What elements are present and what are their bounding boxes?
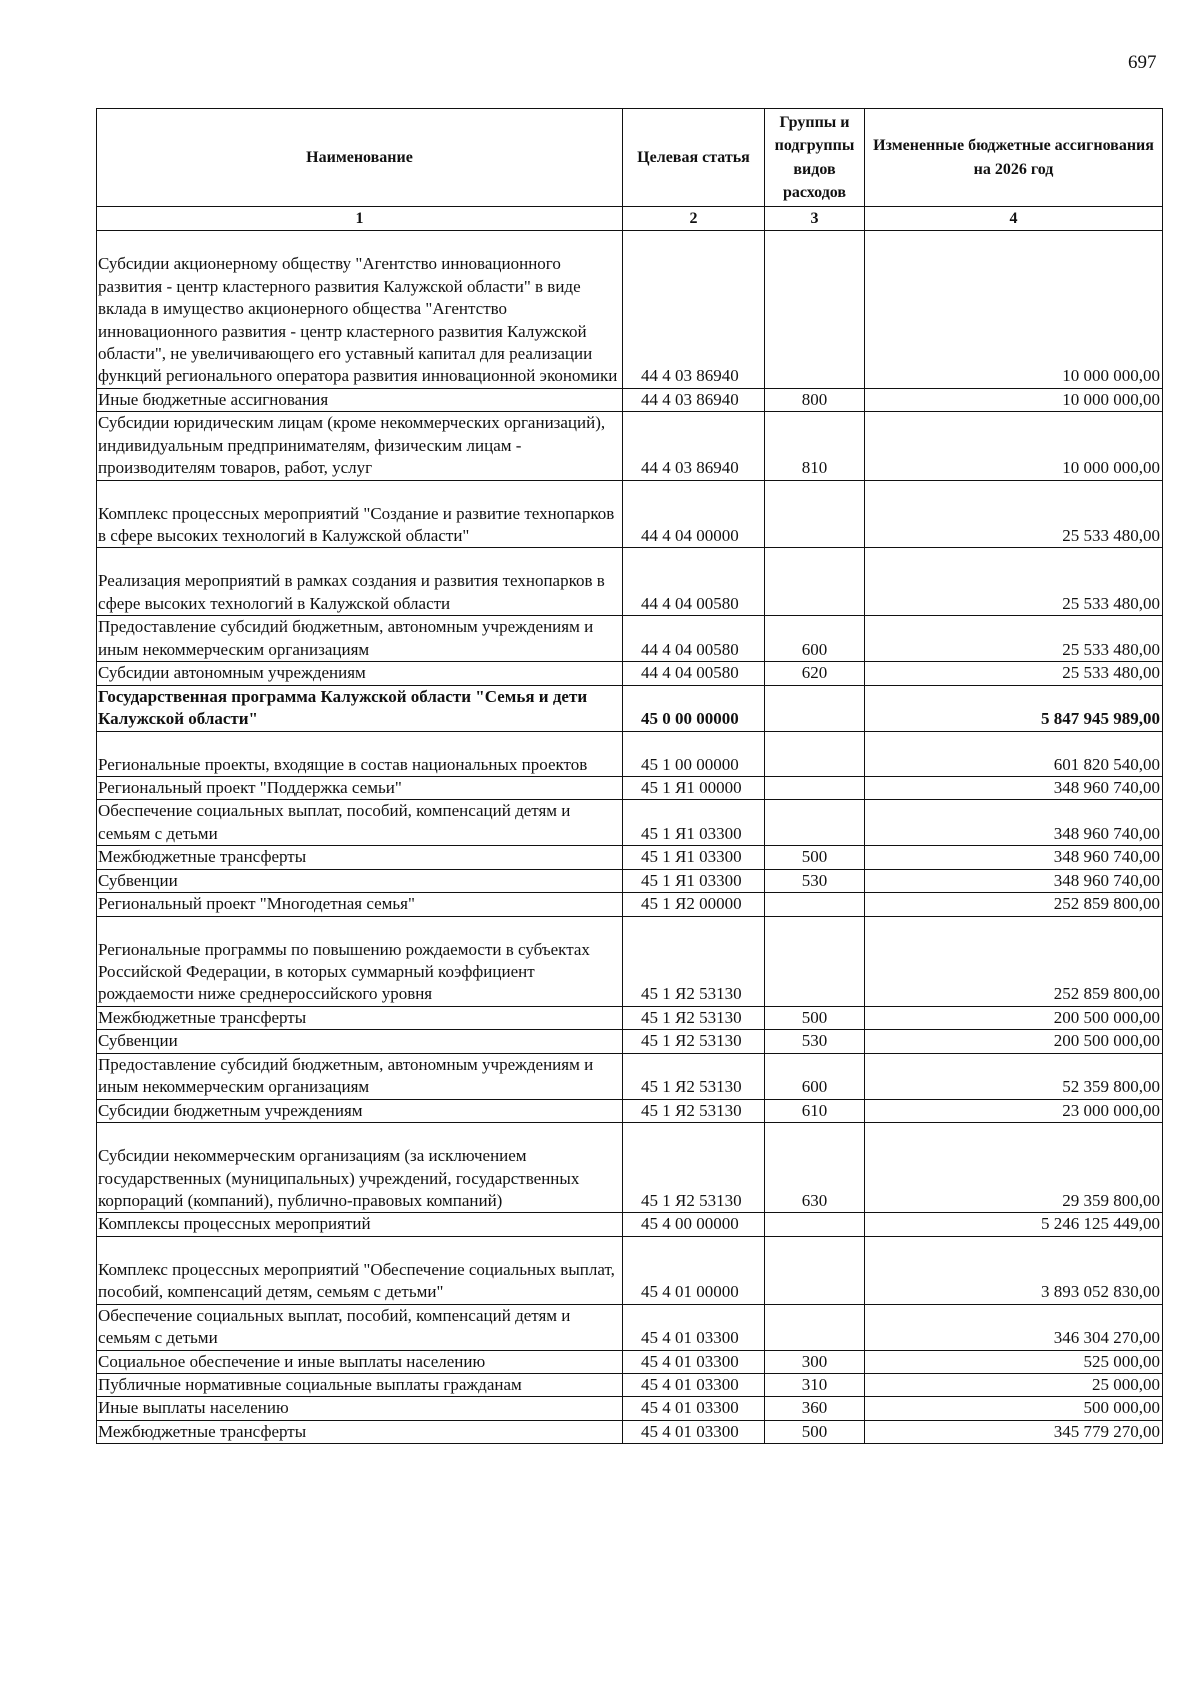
row-name-cell: Региональные проекты, входящие в состав национальных проектов <box>97 731 623 776</box>
row-expense-group-cell: 600 <box>765 1053 865 1099</box>
table-row <box>97 1397 1163 1420</box>
row-name-cell: Предоставление субсидий бюджетным, автономным учреждениям и иным некоммерческим организациям <box>97 1053 623 1099</box>
row-target-article-cell: 45 1 Я1 03300 <box>623 800 765 846</box>
row-name-cell: Реализация мероприятий в рамках создания и развития технопарков в сфере высоких технологий в Калужской области <box>97 548 623 616</box>
table-body <box>97 231 1163 1444</box>
table-row <box>97 685 1163 731</box>
row-expense-group-cell: 500 <box>765 1420 865 1443</box>
table-row <box>97 1213 1163 1236</box>
row-expense-group-cell: 630 <box>765 1123 865 1213</box>
table-row <box>97 869 1163 892</box>
table-row <box>97 548 1163 616</box>
row-target-article-cell: 45 4 00 00000 <box>623 1213 765 1236</box>
table-row <box>97 388 1163 411</box>
table-row <box>97 480 1163 548</box>
row-amount-cell: 345 779 270,00 <box>865 1420 1163 1443</box>
row-name-cell: Комплекс процессных мероприятий "Создание и развитие технопарков в сфере высоких технологий в Калужской области" <box>97 480 623 548</box>
row-target-article-cell: 44 4 04 00580 <box>623 548 765 616</box>
row-amount-cell: 23 000 000,00 <box>865 1099 1163 1122</box>
row-target-article-cell: 45 1 Я1 03300 <box>623 846 765 869</box>
row-amount-cell: 200 500 000,00 <box>865 1030 1163 1053</box>
row-target-article-cell: 45 4 01 03300 <box>623 1397 765 1420</box>
row-target-article-cell: 45 1 Я2 53130 <box>623 1030 765 1053</box>
row-name-cell: Субвенции <box>97 1030 623 1053</box>
row-expense-group-cell <box>765 800 865 846</box>
row-name-cell: Предоставление субсидий бюджетным, автономным учреждениям и иным некоммерческим организациям <box>97 616 623 662</box>
row-expense-group-cell <box>765 685 865 731</box>
row-expense-group-cell: 300 <box>765 1350 865 1373</box>
row-name-cell: Субсидии некоммерческим организациям (за исключением государственных (муниципальных) учреждений, государственных корпораций (компаний), публично-правовых компаний) <box>97 1123 623 1213</box>
table-row <box>97 1030 1163 1053</box>
row-name-cell: Иные выплаты населению <box>97 1397 623 1420</box>
row-target-article-cell: 45 4 01 03300 <box>623 1304 765 1350</box>
table-row <box>97 1006 1163 1029</box>
row-expense-group-cell: 530 <box>765 869 865 892</box>
table-row <box>97 731 1163 776</box>
table-row <box>97 1236 1163 1304</box>
table-row <box>97 1123 1163 1213</box>
row-amount-cell: 5 246 125 449,00 <box>865 1213 1163 1236</box>
row-expense-group-cell: 530 <box>765 1030 865 1053</box>
row-amount-cell: 348 960 740,00 <box>865 800 1163 846</box>
row-name-cell: Иные бюджетные ассигнования <box>97 388 623 411</box>
table-row <box>97 412 1163 480</box>
row-expense-group-cell <box>765 231 865 389</box>
row-target-article-cell: 45 0 00 00000 <box>623 685 765 731</box>
column-number: 4 <box>865 207 1163 231</box>
row-target-article-cell: 45 1 Я2 53130 <box>623 916 765 1006</box>
row-expense-group-cell: 810 <box>765 412 865 480</box>
row-expense-group-cell <box>765 1236 865 1304</box>
row-expense-group-cell <box>765 1213 865 1236</box>
row-amount-cell: 10 000 000,00 <box>865 412 1163 480</box>
table-row <box>97 776 1163 799</box>
row-amount-cell: 25 533 480,00 <box>865 662 1163 685</box>
row-amount-cell: 500 000,00 <box>865 1397 1163 1420</box>
row-target-article-cell: 45 1 Я1 00000 <box>623 776 765 799</box>
row-amount-cell: 346 304 270,00 <box>865 1304 1163 1350</box>
row-expense-group-cell: 500 <box>765 846 865 869</box>
row-expense-group-cell: 620 <box>765 662 865 685</box>
row-target-article-cell: 45 1 Я2 53130 <box>623 1006 765 1029</box>
table-row <box>97 846 1163 869</box>
column-number-row <box>97 207 1163 231</box>
table-row <box>97 662 1163 685</box>
table-row <box>97 800 1163 846</box>
row-name-cell: Обеспечение социальных выплат, пособий, компенсаций детям и семьям с детьми <box>97 1304 623 1350</box>
row-expense-group-cell: 500 <box>765 1006 865 1029</box>
row-target-article-cell: 44 4 04 00580 <box>623 616 765 662</box>
table-row <box>97 1053 1163 1099</box>
row-target-article-cell: 45 4 01 03300 <box>623 1350 765 1373</box>
table-header-row <box>97 109 1163 207</box>
row-amount-cell: 348 960 740,00 <box>865 846 1163 869</box>
header-target-article: Целевая статья <box>623 109 765 207</box>
row-expense-group-cell: 360 <box>765 1397 865 1420</box>
row-name-cell: Социальное обеспечение и иные выплаты населению <box>97 1350 623 1373</box>
row-amount-cell: 348 960 740,00 <box>865 776 1163 799</box>
table-row <box>97 916 1163 1006</box>
row-expense-group-cell: 310 <box>765 1374 865 1397</box>
row-target-article-cell: 45 1 Я1 03300 <box>623 869 765 892</box>
header-name: Наименование <box>97 109 623 207</box>
page-number: 697 <box>1128 52 1157 73</box>
row-name-cell: Субвенции <box>97 869 623 892</box>
row-expense-group-cell: 610 <box>765 1099 865 1122</box>
row-amount-cell: 25 533 480,00 <box>865 616 1163 662</box>
row-target-article-cell: 45 4 01 00000 <box>623 1236 765 1304</box>
row-amount-cell: 52 359 800,00 <box>865 1053 1163 1099</box>
table-row <box>97 1099 1163 1122</box>
row-amount-cell: 10 000 000,00 <box>865 231 1163 389</box>
table-row <box>97 616 1163 662</box>
row-name-cell: Межбюджетные трансферты <box>97 846 623 869</box>
row-amount-cell: 525 000,00 <box>865 1350 1163 1373</box>
row-amount-cell: 200 500 000,00 <box>865 1006 1163 1029</box>
row-name-cell: Межбюджетные трансферты <box>97 1420 623 1443</box>
table-row <box>97 231 1163 389</box>
row-amount-cell: 25 533 480,00 <box>865 548 1163 616</box>
table-row <box>97 893 1163 916</box>
row-name-cell: Субсидии юридическим лицам (кроме некоммерческих организаций), индивидуальным предпринимателям, физическим лицам - производителям товаров, работ, услуг <box>97 412 623 480</box>
row-target-article-cell: 44 4 03 86940 <box>623 412 765 480</box>
row-target-article-cell: 45 4 01 03300 <box>623 1374 765 1397</box>
row-amount-cell: 5 847 945 989,00 <box>865 685 1163 731</box>
row-expense-group-cell <box>765 893 865 916</box>
row-name-cell: Комплекс процессных мероприятий "Обеспечение социальных выплат, пособий, компенсаций детям, семьям с детьми" <box>97 1236 623 1304</box>
row-expense-group-cell <box>765 480 865 548</box>
row-name-cell: Субсидии бюджетным учреждениям <box>97 1099 623 1122</box>
row-amount-cell: 10 000 000,00 <box>865 388 1163 411</box>
row-amount-cell: 601 820 540,00 <box>865 731 1163 776</box>
row-expense-group-cell: 600 <box>765 616 865 662</box>
row-target-article-cell: 45 1 Я2 53130 <box>623 1053 765 1099</box>
row-expense-group-cell <box>765 776 865 799</box>
row-target-article-cell: 45 1 00 00000 <box>623 731 765 776</box>
row-expense-group-cell: 800 <box>765 388 865 411</box>
row-target-article-cell: 44 4 04 00000 <box>623 480 765 548</box>
row-name-cell: Региональный проект "Поддержка семьи" <box>97 776 623 799</box>
row-target-article-cell: 45 1 Я2 53130 <box>623 1099 765 1122</box>
row-name-cell: Обеспечение социальных выплат, пособий, компенсаций детям и семьям с детьми <box>97 800 623 846</box>
column-number: 1 <box>97 207 623 231</box>
column-number: 3 <box>765 207 865 231</box>
row-expense-group-cell <box>765 916 865 1006</box>
table-row <box>97 1374 1163 1397</box>
row-name-cell: Субсидии акционерному обществу "Агентство инновационного развития - центр кластерного развития Калужской области" в виде вклада в имущество акционерного общества "Агентство инновационного развития - центр кластерного развития Калужской области", не увеличивающего его уставный капитал для реализации функций регионального оператора развития инновационной экономики <box>97 231 623 389</box>
row-amount-cell: 25 533 480,00 <box>865 480 1163 548</box>
row-name-cell: Региональные программы по повышению рождаемости в субъектах Российской Федерации, в которых суммарный коэффициент рождаемости ниже среднероссийского уровня <box>97 916 623 1006</box>
row-expense-group-cell <box>765 1304 865 1350</box>
row-target-article-cell: 45 1 Я2 53130 <box>623 1123 765 1213</box>
row-target-article-cell: 44 4 04 00580 <box>623 662 765 685</box>
row-amount-cell: 29 359 800,00 <box>865 1123 1163 1213</box>
row-amount-cell: 252 859 800,00 <box>865 893 1163 916</box>
row-amount-cell: 25 000,00 <box>865 1374 1163 1397</box>
table-row <box>97 1350 1163 1373</box>
row-target-article-cell: 44 4 03 86940 <box>623 388 765 411</box>
row-amount-cell: 252 859 800,00 <box>865 916 1163 1006</box>
row-name-cell: Публичные нормативные социальные выплаты гражданам <box>97 1374 623 1397</box>
row-amount-cell: 3 893 052 830,00 <box>865 1236 1163 1304</box>
row-expense-group-cell <box>765 731 865 776</box>
row-name-cell: Межбюджетные трансферты <box>97 1006 623 1029</box>
row-amount-cell: 348 960 740,00 <box>865 869 1163 892</box>
row-expense-group-cell <box>765 548 865 616</box>
budget-allocations-table <box>96 108 1163 1444</box>
row-name-cell: Государственная программа Калужской области "Семья и дети Калужской области" <box>97 685 623 731</box>
row-name-cell: Комплексы процессных мероприятий <box>97 1213 623 1236</box>
column-number: 2 <box>623 207 765 231</box>
table-row <box>97 1304 1163 1350</box>
header-amended-allocations: Измененные бюджетные ассигнования на 2026 год <box>865 109 1163 207</box>
header-expense-groups: Группы и подгруппы видов расходов <box>765 109 865 207</box>
table-row <box>97 1420 1163 1443</box>
row-target-article-cell: 44 4 03 86940 <box>623 231 765 389</box>
row-target-article-cell: 45 1 Я2 00000 <box>623 893 765 916</box>
row-name-cell: Субсидии автономным учреждениям <box>97 662 623 685</box>
row-target-article-cell: 45 4 01 03300 <box>623 1420 765 1443</box>
row-name-cell: Региональный проект "Многодетная семья" <box>97 893 623 916</box>
